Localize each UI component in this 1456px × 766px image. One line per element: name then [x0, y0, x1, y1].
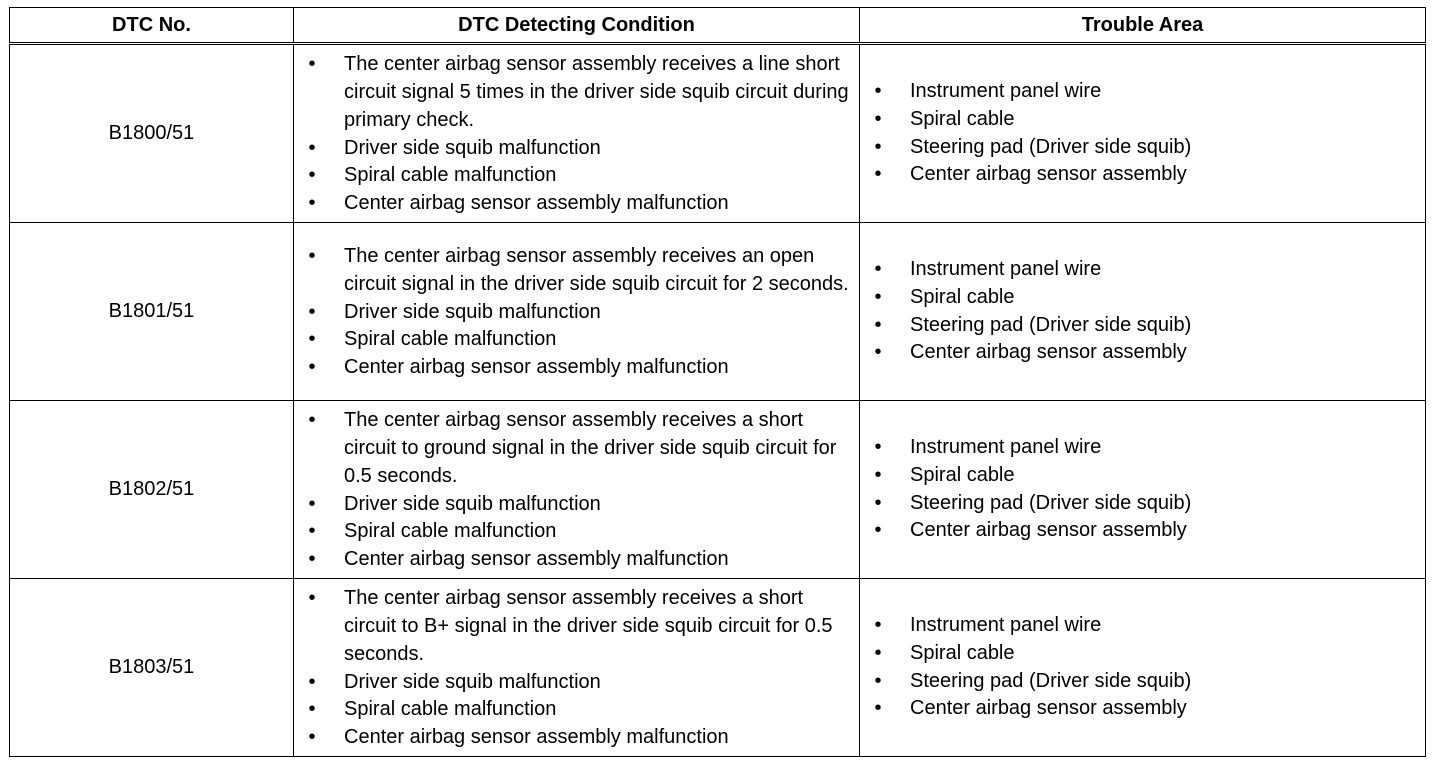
bullet-icon: •	[874, 613, 882, 636]
bullet-icon: •	[874, 285, 882, 308]
condition-item-text: Driver side squib malfunction	[344, 670, 601, 693]
condition-item-text: Driver side squib malfunction	[344, 300, 601, 323]
condition-item-list	[294, 405, 859, 574]
table-body	[10, 44, 1426, 757]
bullet-icon: •	[874, 257, 882, 280]
trouble-area-item	[860, 640, 1425, 668]
trouble-area-item	[860, 134, 1425, 162]
condition-item	[294, 546, 859, 574]
trouble-area-item	[860, 490, 1425, 518]
condition-item-list	[294, 583, 859, 752]
trouble-area-item-list	[860, 434, 1425, 545]
condition-item	[294, 135, 859, 163]
table-row	[10, 401, 1426, 579]
bullet-icon: •	[308, 726, 316, 749]
table-row	[10, 44, 1426, 223]
trouble-area-item	[860, 462, 1425, 490]
trouble-area-item-list	[860, 256, 1425, 367]
bullet-icon: •	[308, 356, 316, 379]
condition-item-text: Center airbag sensor assembly malfunction	[344, 548, 729, 571]
bullet-icon: •	[874, 107, 882, 130]
bullet-icon: •	[308, 328, 316, 351]
trouble-area-item-text: Instrument panel wire	[910, 79, 1102, 102]
bullet-icon: •	[308, 670, 316, 693]
trouble-area-item	[860, 161, 1425, 189]
trouble-area-item-list	[860, 612, 1425, 723]
trouble-area-item-text: Instrument panel wire	[910, 257, 1102, 280]
condition-item	[294, 407, 859, 490]
trouble-area-item	[860, 668, 1425, 696]
condition-item-list	[294, 241, 859, 382]
trouble-area-item	[860, 106, 1425, 134]
bullet-icon: •	[308, 548, 316, 571]
bullet-icon: •	[874, 313, 882, 336]
trouble-area-cell	[860, 401, 1426, 579]
header-dtc-detecting-condition: DTC Detecting Condition	[294, 8, 860, 44]
condition-item-text: Driver side squib malfunction	[344, 136, 601, 159]
dtc-table	[9, 7, 1426, 757]
trouble-area-item-text: Instrument panel wire	[910, 435, 1102, 458]
trouble-area-item	[860, 256, 1425, 284]
trouble-area-item	[860, 517, 1425, 545]
bullet-icon: •	[874, 341, 882, 364]
header-row	[10, 8, 1426, 44]
trouble-area-cell	[860, 223, 1426, 401]
trouble-area-item-text: Steering pad (Driver side squib)	[910, 135, 1192, 158]
condition-item-text: Center airbag sensor assembly malfunction	[344, 192, 729, 215]
bullet-icon: •	[874, 669, 882, 692]
condition-cell	[294, 579, 860, 757]
bullet-icon: •	[874, 463, 882, 486]
bullet-icon: •	[874, 697, 882, 720]
condition-item	[294, 190, 859, 218]
condition-cell	[294, 223, 860, 401]
trouble-area-item	[860, 339, 1425, 367]
bullet-icon: •	[308, 492, 316, 515]
condition-item-text: Driver side squib malfunction	[344, 492, 601, 515]
trouble-area-item-text: Center airbag sensor assembly	[910, 163, 1187, 186]
trouble-area-item-text: Spiral cable	[910, 107, 1015, 130]
bullet-icon: •	[308, 300, 316, 323]
trouble-area-item	[860, 695, 1425, 723]
bullet-icon: •	[308, 520, 316, 543]
condition-item-text: Center airbag sensor assembly malfunction	[344, 726, 729, 749]
table-row	[10, 223, 1426, 401]
bullet-icon: •	[308, 164, 316, 187]
dtc-code-cell: B1800/51	[10, 44, 294, 223]
table-row	[10, 579, 1426, 757]
bullet-icon: •	[308, 245, 316, 267]
condition-item	[294, 51, 859, 134]
bullet-icon: •	[874, 135, 882, 158]
trouble-area-item-text: Steering pad (Driver side squib)	[910, 669, 1192, 692]
bullet-icon: •	[874, 641, 882, 664]
condition-item-text: The center airbag sensor assembly receives a short circuit to ground signal in the driver side squib circuit for 0.5 seconds.	[344, 409, 837, 487]
condition-item-text: Spiral cable malfunction	[344, 328, 557, 351]
trouble-area-item	[860, 612, 1425, 640]
trouble-area-item-text: Center airbag sensor assembly	[910, 341, 1187, 364]
condition-item	[294, 696, 859, 724]
bullet-icon: •	[308, 192, 316, 215]
bullet-icon: •	[308, 587, 316, 610]
condition-item	[294, 354, 859, 382]
trouble-area-item	[860, 284, 1425, 312]
bullet-icon: •	[308, 136, 316, 159]
bullet-icon: •	[874, 519, 882, 542]
table-header	[10, 8, 1426, 44]
bullet-icon: •	[874, 435, 882, 458]
trouble-area-cell	[860, 579, 1426, 757]
bullet-icon: •	[874, 163, 882, 186]
header-dtc-no: DTC No.	[10, 8, 294, 44]
condition-item	[294, 326, 859, 354]
trouble-area-item-text: Spiral cable	[910, 463, 1015, 486]
condition-item	[294, 724, 859, 752]
dtc-code-cell: B1801/51	[10, 223, 294, 401]
trouble-area-item	[860, 78, 1425, 106]
bullet-icon: •	[308, 409, 316, 432]
trouble-area-item	[860, 434, 1425, 462]
dtc-code-cell: B1802/51	[10, 401, 294, 579]
bullet-icon: •	[308, 53, 316, 76]
condition-item	[294, 162, 859, 190]
condition-item-text: The center airbag sensor assembly receives a short circuit to B+ signal in the driver side squib circuit for 0.5 seconds.	[344, 587, 833, 665]
trouble-area-item-text: Center airbag sensor assembly	[910, 519, 1187, 542]
condition-item-list	[294, 49, 859, 218]
condition-item-text: Spiral cable malfunction	[344, 164, 557, 187]
bullet-icon: •	[874, 491, 882, 514]
trouble-area-item-text: Spiral cable	[910, 641, 1015, 664]
trouble-area-item-text: Instrument panel wire	[910, 613, 1102, 636]
condition-item-text: Center airbag sensor assembly malfunction	[344, 356, 729, 379]
condition-item	[294, 669, 859, 697]
trouble-area-item	[860, 312, 1425, 340]
condition-item	[294, 585, 859, 668]
condition-item	[294, 518, 859, 546]
condition-item-text: The center airbag sensor assembly receives an open circuit signal in the driver side squib circuit for 2 seconds.	[344, 245, 849, 295]
condition-item	[294, 243, 859, 299]
header-trouble-area: Trouble Area	[860, 8, 1426, 44]
trouble-area-item-text: Steering pad (Driver side squib)	[910, 313, 1192, 336]
condition-item-text: The center airbag sensor assembly receives a line short circuit signal 5 times in the driver side squib circuit during primary check.	[344, 53, 849, 131]
condition-item	[294, 491, 859, 519]
trouble-area-item-text: Spiral cable	[910, 285, 1015, 308]
trouble-area-item-list	[860, 78, 1425, 189]
trouble-area-item-text: Center airbag sensor assembly	[910, 697, 1187, 720]
condition-item-text: Spiral cable malfunction	[344, 698, 557, 721]
trouble-area-item-text: Steering pad (Driver side squib)	[910, 491, 1192, 514]
condition-item-text: Spiral cable malfunction	[344, 520, 557, 543]
condition-item	[294, 299, 859, 327]
trouble-area-cell	[860, 44, 1426, 223]
condition-cell	[294, 44, 860, 223]
bullet-icon: •	[308, 698, 316, 721]
bullet-icon: •	[874, 79, 882, 102]
dtc-code-cell: B1803/51	[10, 579, 294, 757]
condition-cell	[294, 401, 860, 579]
